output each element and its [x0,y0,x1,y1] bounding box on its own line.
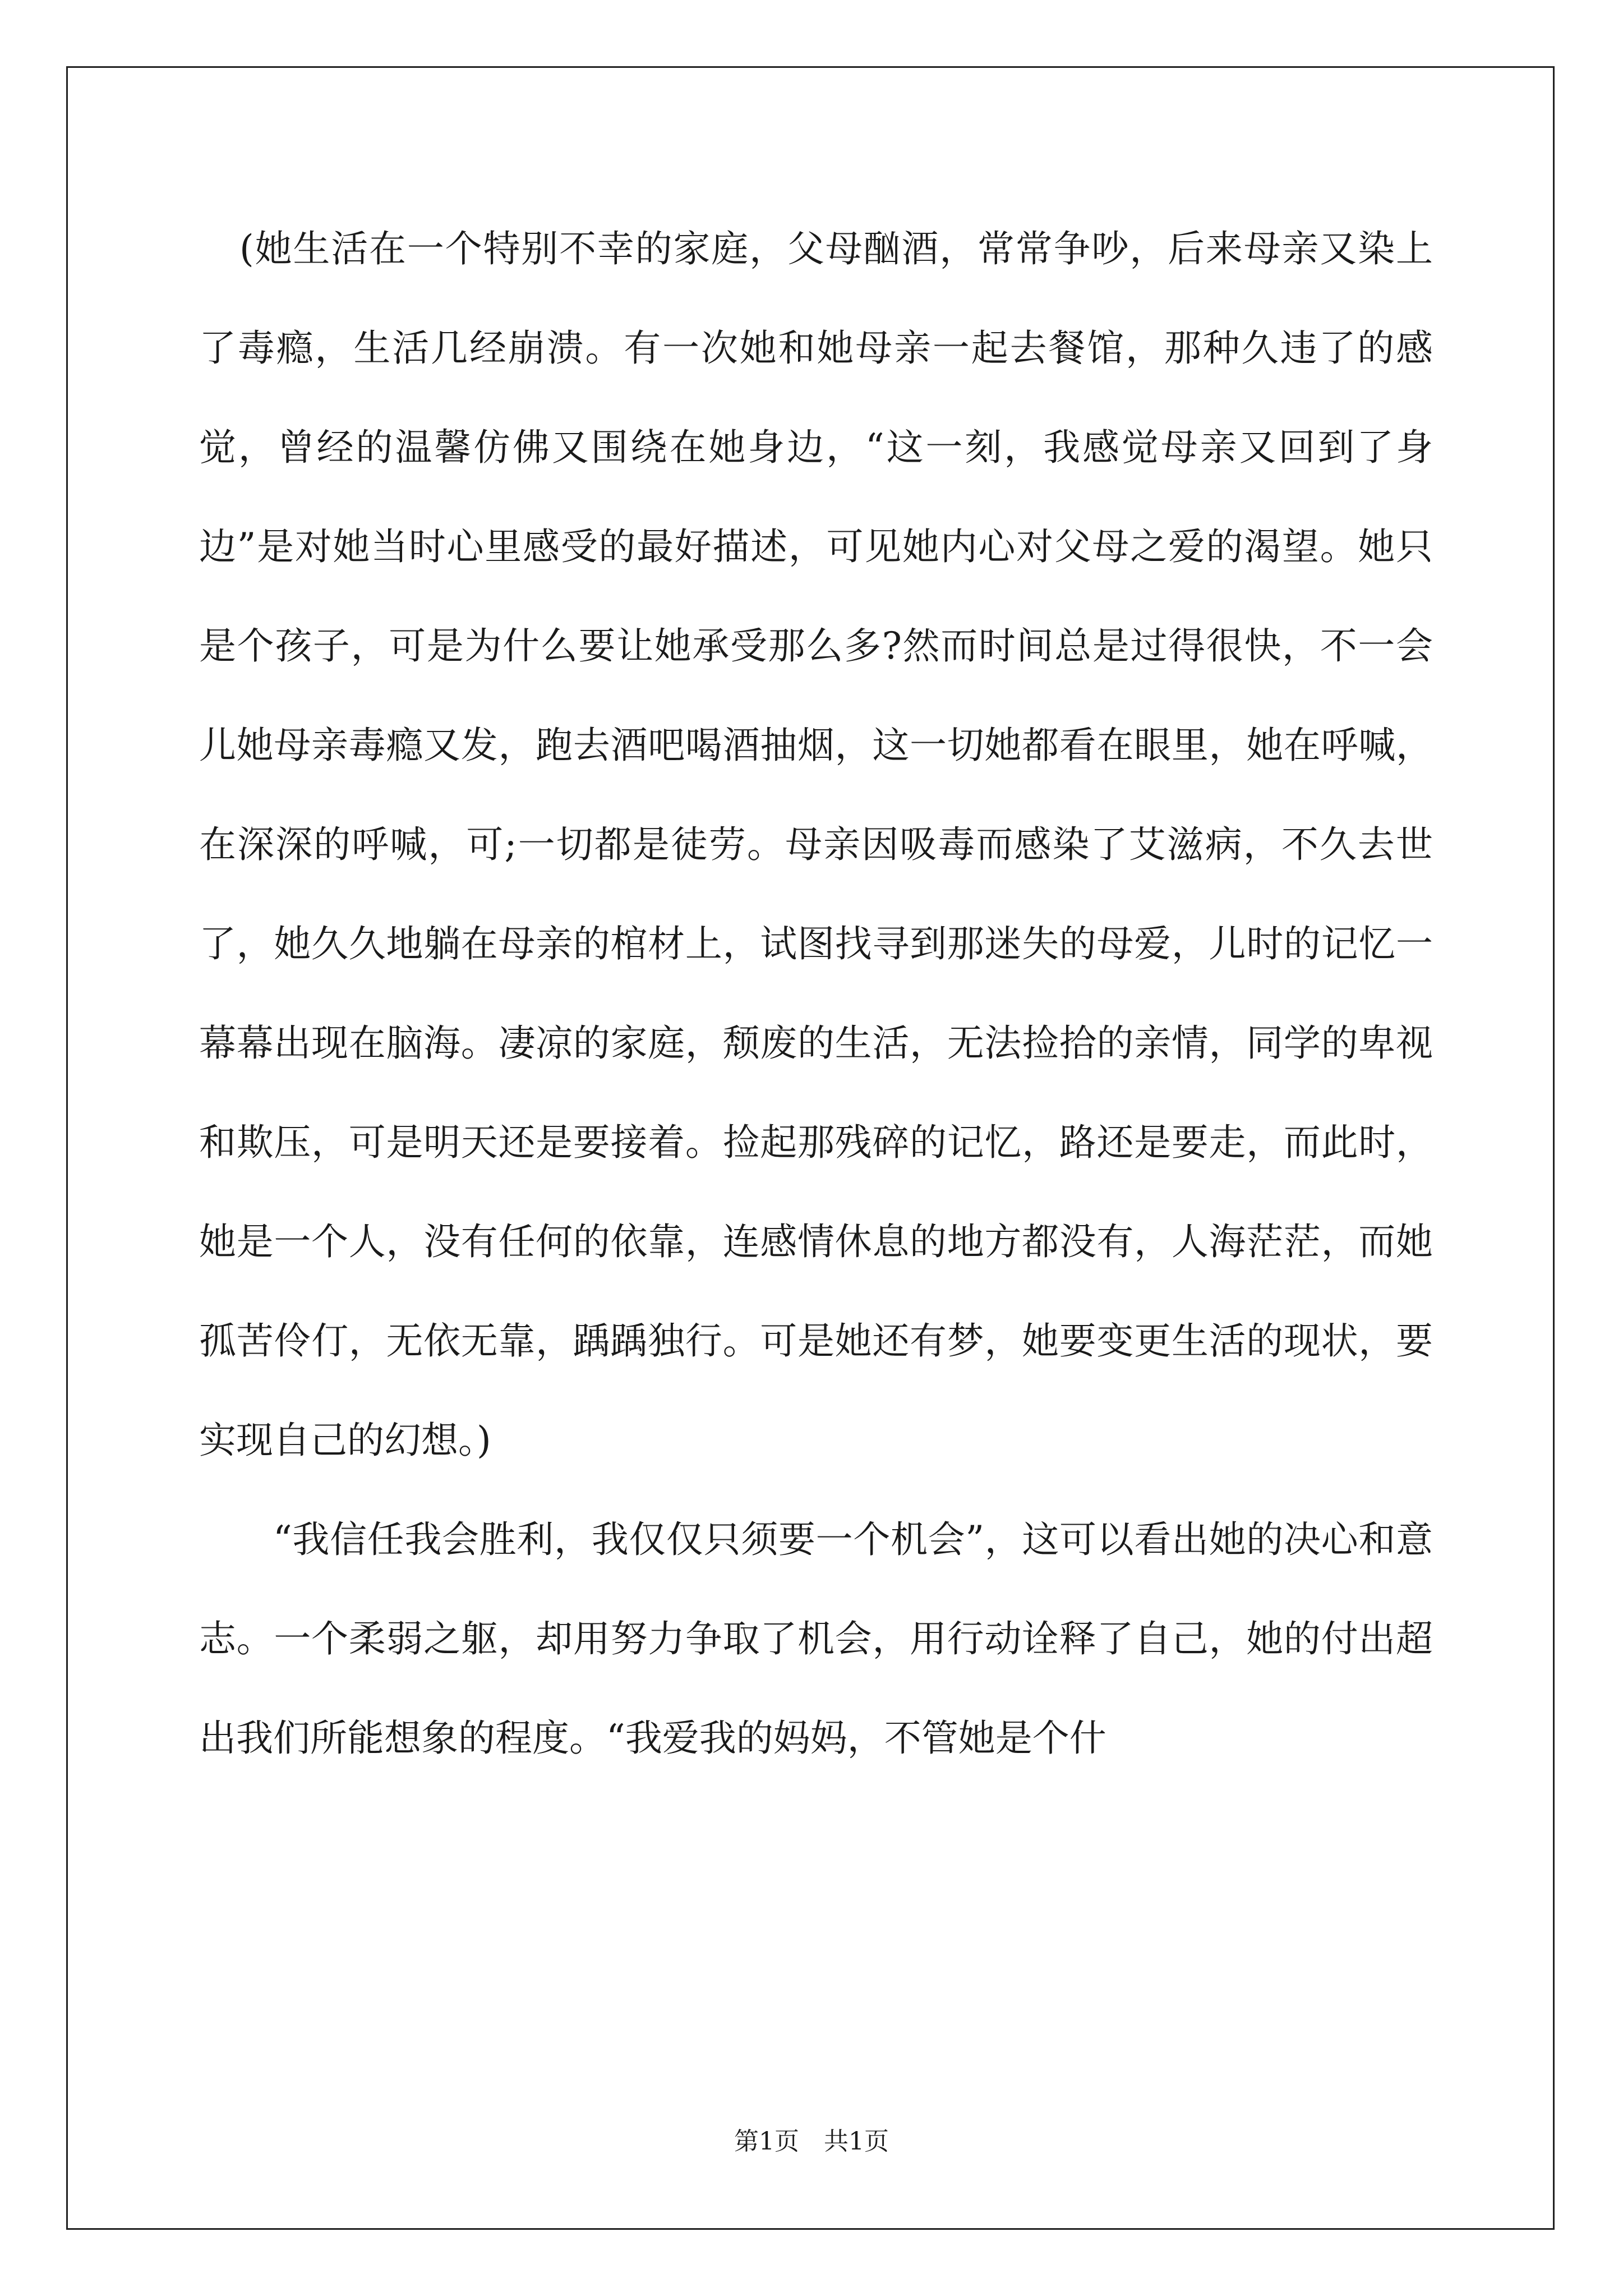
paragraph-1: (她生活在一个特别不幸的家庭，父母酗酒，常常争吵，后来母亲又染上了毒瘾，生活几经崩溃。有一次她和她母亲一起去餐馆，那种久违了的感觉，曾经的温馨仿佛又围绕在她身边，“这一刻，我感觉母亲又回到了身边”是对她当时心里感受的最好描述，可见她内心对父母之爱的渴望。她只是个孩子，可是为什么要让她承受那么多?然而时间总是过得很快，不一会儿她母亲毒瘾又发，跑去酒吧喝酒抽烟，这一切她都看在眼里，她在呼喊，在深深的呼喊，可;一切都是徒劳。母亲因吸毒而感染了艾滋病，不久去世了，她久久地躺在母亲的棺材上，试图找寻到那迷失的母爱，儿时的记忆一幕幕出现在脑海。凄凉的家庭，颓废的生活，无法捡拾的亲情，同学的卑视和欺压，可是明天还是要接着。捡起那残碎的记忆，路还是要走，而此时，她是一个人，没有任何的依靠，连感情休息的地方都没有，人海茫茫，而她孤苦伶仃，无依无靠，踽踽独行。可是她还有梦，她要变更生活的现状，要实现自己的幻想。) [199,227,1433,1462]
paragraph-2: “我信任我会胜利，我仅仅只须要一个机会”，这可以看出她的决心和意志。一个柔弱之躯，却用努力争取了机会，用行动诠释了自己，她的付出超出我们所能想象的程度。“我爱我的妈妈，不管她是个什 [199,1518,1433,1760]
document-body [199,199,1433,1788]
page-number-footer: 第1页 共1页 [734,2127,889,2156]
